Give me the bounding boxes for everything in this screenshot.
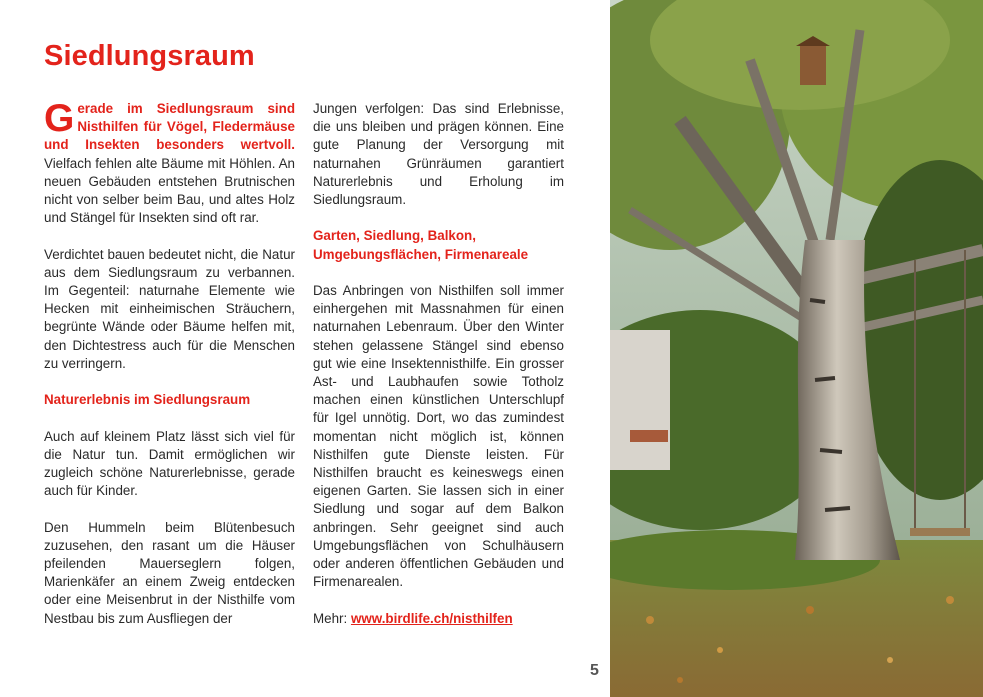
paragraph-jungen: Jungen verfolgen: Das sind Erlebnisse, die uns bleiben und prägen können. Eine gute Planung der Versorgung mit naturnahen Grünräumen garantiert Naturerlebnis und Erholung im Siedlungsraum. <box>313 101 564 208</box>
more-info <box>313 610 564 628</box>
section-heading-garten: Garten, Siedlung, Balkon, Umgebungsflächen, Firmenareale <box>313 228 529 262</box>
right-column <box>313 100 564 646</box>
page-title: Siedlungsraum <box>44 40 255 72</box>
garden-tree-photo <box>610 0 983 697</box>
drop-cap: G <box>44 97 75 140</box>
lead-paragraph <box>44 97 295 227</box>
birdlife-link[interactable]: www.birdlife.ch/nisthilfen <box>350 610 513 626</box>
left-column <box>44 97 295 646</box>
paragraph-nisthilfen: Das Anbringen von Nisthilfen soll immer einhergehen mit Massnahmen für einen naturnahen Lebenraum. Über den Winter stehen gelassene Stängel sind ebenso gut wie eine Insektennisthilfe. Ein grosser Ast- und Laubhaufen sowie Totholz machen einen künstlichen Unterschlupf für Igel unnötig. Dort, wo das zumindest momentan nicht möglich ist, können Nisthilfen gute Dienste leisten. Für Nisthilfen braucht es keineswegs einen eigenen Garten. Sie lassen sich in einer Siedlung und sogar auf dem Balkon anbringen. Sehr geeignet sind auch Umgebungsflächen von Schulhäusern oder anderen öffentlichen Gebäuden und Firmenarealen. <box>313 283 564 590</box>
page-number: 5 <box>590 662 599 679</box>
paragraph-hummeln: Den Hummeln beim Blütenbesuch zuzusehen, den rasant um die Häuser pfeilenden Mauerseglern folgen, Marienkäfer an einem Zweig entdecken oder eine Meisenbrut in der Nisthilfe vom Nestbau bis zum Ausfliegen der <box>44 519 295 626</box>
paragraph-dense-building: Verdichtet bauen bedeutet nicht, die Natur aus dem Siedlungsraum zu verbannen. Im Gegenteil: naturnahe Elemente wie Hecken mit einheimischen Sträuchern, begrünte Wände oder Bäume helfen mit, den Dichtestress auch für die Menschen zu verringern. <box>44 246 295 371</box>
section-heading-naturerlebnis: Naturerlebnis im Siedlungsraum <box>44 392 251 408</box>
lead-rest-text: Vielfach fehlen alte Bäume mit Höhlen. An neuen Gebäuden entstehen Brutnischen nicht von selber beim Bau, und altes Holz und Stängel für Insekten sind oft rar. <box>44 155 295 226</box>
paragraph-small-space: Auch auf kleinem Platz lässt sich viel für die Natur tun. Damit ermöglichen wir zugleich schöne Naturerlebnisse, gerade auch für Kinder. <box>44 428 295 499</box>
more-label: Mehr: <box>313 610 351 626</box>
lead-text: erade im Siedlungsraum sind Nisthilfen für Vögel, Fledermäuse und Insekten besonders wertvoll. <box>44 101 295 153</box>
